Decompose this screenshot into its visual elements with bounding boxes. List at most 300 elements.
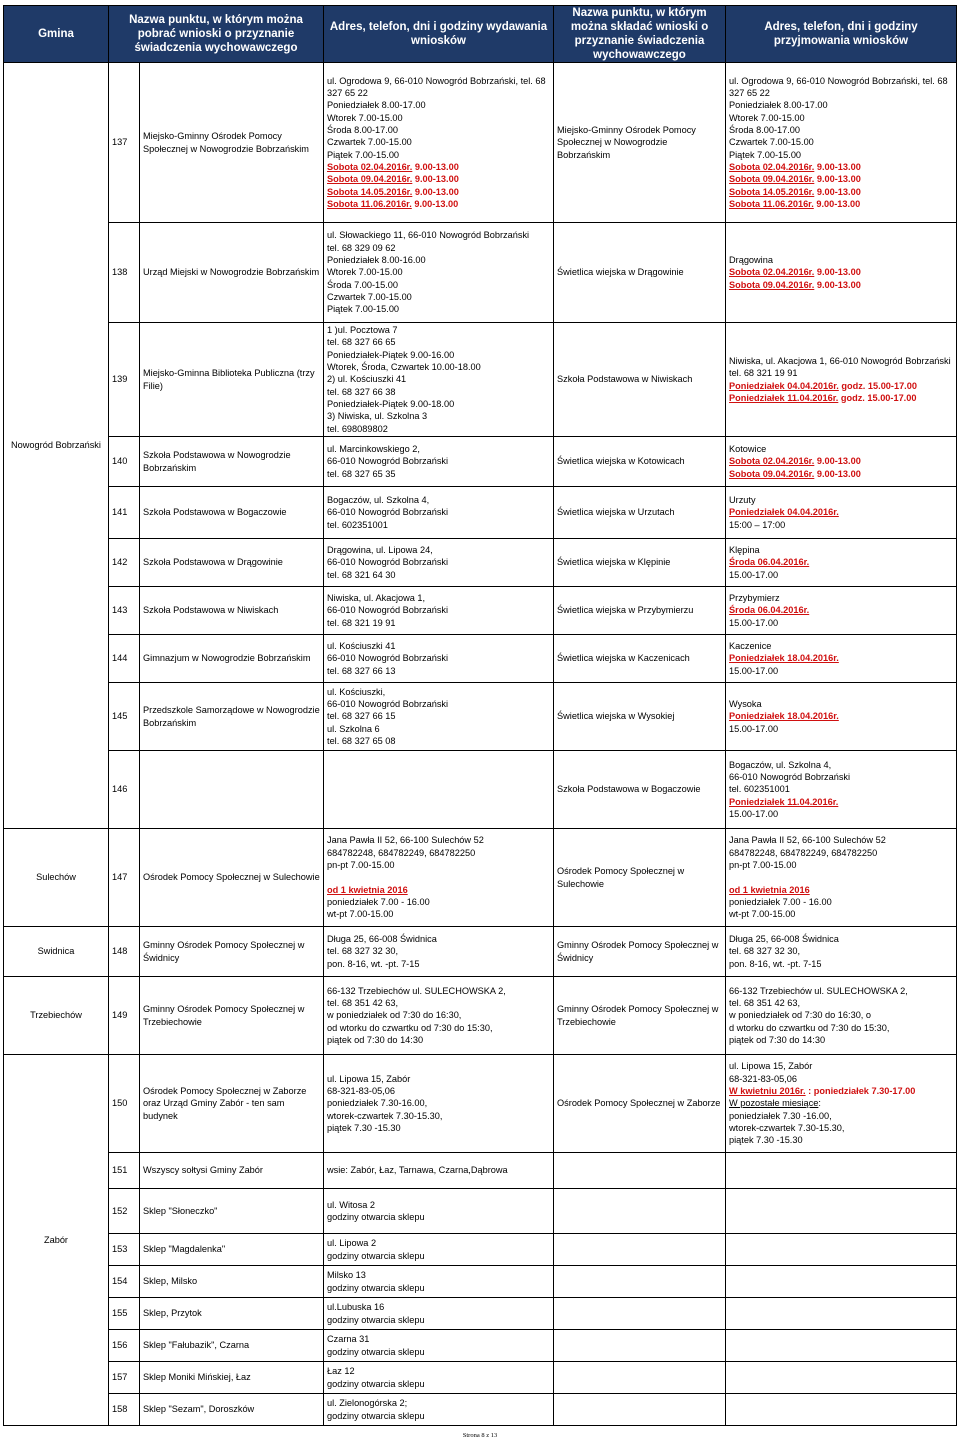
text-segment: ul. Kościuszki 41 xyxy=(327,641,396,652)
text-segment: poniedziałek 7.30 -16.00, xyxy=(729,1110,832,1121)
table-row xyxy=(4,223,957,323)
text-line xyxy=(327,124,550,136)
text-line xyxy=(729,380,953,392)
text-segment: Wtorek 7.00-15.00 xyxy=(729,112,805,123)
text-segment: Urzuty xyxy=(729,495,756,506)
submit-place: Świetlica wiejska w Urzutach xyxy=(554,487,726,539)
text-segment: poniedziałek 7.00 - 16.00 xyxy=(729,896,832,907)
table-row xyxy=(4,587,957,635)
text-segment: 66-010 Nowogród Bobrzański xyxy=(327,456,449,467)
text-segment: Środa 06.04.2016r. xyxy=(729,557,810,568)
text-segment: Sobota 02.04.2016r. xyxy=(327,161,413,172)
text-line xyxy=(327,291,550,303)
pickup-place: Szkoła Podstawowa w Bogaczowie xyxy=(140,487,324,539)
text-line xyxy=(729,796,953,808)
pickup-address xyxy=(324,1234,554,1266)
pickup-address xyxy=(324,927,554,977)
text-line xyxy=(729,908,953,920)
text-segment: 15.00-17.00 xyxy=(729,665,779,676)
text-line xyxy=(327,1164,550,1176)
text-line xyxy=(327,896,550,908)
text-segment: godz. 15.00-17.00 xyxy=(838,392,917,403)
pickup-address xyxy=(324,1153,554,1189)
text-segment: 684782248, 684782249, 684782250 xyxy=(327,847,476,858)
text-line xyxy=(327,1282,550,1294)
text-line xyxy=(327,592,550,604)
text-line xyxy=(327,908,550,920)
text-line xyxy=(327,859,550,871)
table-row xyxy=(4,539,957,587)
text-line xyxy=(327,1110,550,1122)
text-segment: piątek 7.30 -15.30 xyxy=(327,1122,401,1133)
pickup-place: Sklep Moniki Mińskiej, Łaz xyxy=(140,1362,324,1394)
submit-place: Miejsko-Gminny Ośrodek Pomocy Społecznej w Nowogrodzie Bobrzańskim xyxy=(554,63,726,223)
text-segment: 15.00-17.00 xyxy=(729,808,779,819)
text-segment: Środa 8.00-17.00 xyxy=(729,125,801,136)
text-segment: 68-321-83-05,06 xyxy=(729,1073,797,1084)
text-line xyxy=(729,1122,953,1134)
row-number: 149 xyxy=(109,977,140,1055)
pickup-address xyxy=(324,635,554,683)
text-segment: 9.00-13.00 xyxy=(814,456,861,467)
row-number: 147 xyxy=(109,829,140,927)
text-segment: 327 65 22 xyxy=(729,88,770,99)
text-line xyxy=(729,506,953,518)
text-segment: Sobota 11.06.2016r. xyxy=(729,198,814,209)
text-segment: tel. 68 321 19 91 xyxy=(729,368,798,379)
text-segment: ul. Lipowa 15, Zabór xyxy=(729,1061,813,1072)
submit-address xyxy=(726,977,957,1055)
text-line xyxy=(327,468,550,480)
text-line xyxy=(327,1314,550,1326)
text-segment: Piątek 7.00-15.00 xyxy=(729,149,802,160)
pickup-address xyxy=(324,223,554,323)
text-line xyxy=(729,443,953,455)
text-line xyxy=(327,617,550,629)
pickup-place: Ośrodek Pomocy Społecznej w Sulechowie xyxy=(140,829,324,927)
text-segment: W kwietniu 2016r. xyxy=(729,1086,806,1097)
text-segment: W pozostałe miesiące xyxy=(729,1098,819,1109)
row-number: 140 xyxy=(109,437,140,487)
text-line xyxy=(729,124,953,136)
text-line xyxy=(327,149,550,161)
text-line xyxy=(327,349,550,361)
text-segment: Niwiska, ul. Akacjowa 1, 66-010 Nowogród Bobrzański xyxy=(729,355,951,366)
text-segment: godz. 15.00-17.00 xyxy=(838,380,917,391)
text-segment: Przybymierz xyxy=(729,593,780,604)
text-line xyxy=(729,847,953,859)
pickup-place: Wszyscy sołtysi Gminy Zabór xyxy=(140,1153,324,1189)
header-place-submit: Nazwa punktu, w którym można składać wnioski o przyznanie świadczenia wychowawczego xyxy=(554,6,726,63)
text-segment: Długa 25, 66-008 Świdnica xyxy=(327,934,437,945)
text-segment: Bogaczów, ul. Szkolna 4, xyxy=(729,759,832,770)
header-gmina: Gmina xyxy=(4,6,109,63)
text-line xyxy=(327,1269,550,1281)
text-line xyxy=(327,847,550,859)
text-line xyxy=(327,75,550,87)
text-segment: poniedziałek 7.30-16.00, xyxy=(327,1098,428,1109)
table-row xyxy=(4,635,957,683)
page-footer: Strona 8 z 13 xyxy=(462,1432,498,1439)
pickup-place: Szkoła Podstawowa w Nowogrodzie Bobrzańskim xyxy=(140,437,324,487)
pickup-place: Szkoła Podstawowa w Drągowinie xyxy=(140,539,324,587)
text-line xyxy=(729,1097,953,1109)
gmina-cell: Sulechów xyxy=(4,829,109,927)
text-line xyxy=(327,1237,550,1249)
text-line xyxy=(327,173,550,185)
submit-place: Świetlica wiejska w Przybymierzu xyxy=(554,587,726,635)
submit-place xyxy=(554,1330,726,1362)
pickup-address xyxy=(324,1330,554,1362)
text-line xyxy=(729,723,953,735)
text-line xyxy=(729,392,953,404)
text-segment: tel. 68 327 66 13 xyxy=(327,665,396,676)
text-segment: tel. 68 327 65 35 xyxy=(327,468,396,479)
text-segment: : poniedziałek 7.30-17.00 xyxy=(805,1086,916,1097)
row-number: 146 xyxy=(109,751,140,829)
text-line xyxy=(327,958,550,970)
text-line xyxy=(327,279,550,291)
text-segment: wsie: Zabór, Łaz, Tarnawa, Czarna,Dąbrowa xyxy=(327,1165,508,1176)
text-segment: Środa 7.00-15.00 xyxy=(327,279,399,290)
text-segment: godziny otwarcia sklepu xyxy=(327,1282,425,1293)
submit-address xyxy=(726,635,957,683)
text-line xyxy=(327,652,550,664)
header-row xyxy=(4,6,957,63)
text-segment: ul. Kościuszki, xyxy=(327,686,386,697)
submit-address xyxy=(726,1189,957,1234)
submit-place: Szkoła Podstawowa w Bogaczowie xyxy=(554,751,726,829)
text-segment: Łaz 12 xyxy=(327,1366,355,1377)
text-line xyxy=(327,254,550,266)
row-number: 141 xyxy=(109,487,140,539)
text-segment: 66-010 Nowogród Bobrzański xyxy=(327,557,449,568)
text-segment: Drągowina, ul. Lipowa 24, xyxy=(327,545,433,556)
pickup-address xyxy=(324,539,554,587)
text-line xyxy=(729,1060,953,1072)
text-line xyxy=(729,279,953,291)
pickup-place: Szkoła Podstawowa w Niwiskach xyxy=(140,587,324,635)
submit-place xyxy=(554,1298,726,1330)
text-line xyxy=(327,1085,550,1097)
text-line xyxy=(729,87,953,99)
text-line xyxy=(729,640,953,652)
text-line xyxy=(327,336,550,348)
pickup-place: Ośrodek Pomocy Społecznej w Zaborze oraz Urząd Gminy Zabór - ten sam budynek xyxy=(140,1055,324,1153)
text-segment: Piątek 7.00-15.00 xyxy=(327,149,400,160)
text-segment: od 1 kwietnia 2016 xyxy=(327,884,408,895)
submit-address xyxy=(726,1330,957,1362)
text-segment: 66-010 Nowogród Bobrzański xyxy=(327,605,449,616)
text-segment: godziny otwarcia sklepu xyxy=(327,1212,425,1222)
table-row xyxy=(4,683,957,751)
text-segment: ul. Lipowa 2 xyxy=(327,1238,377,1249)
text-segment: 9.00-13.00 xyxy=(412,161,459,172)
text-segment: piątek od 7:30 do 14:30 xyxy=(729,1034,826,1045)
text-line xyxy=(327,1122,550,1134)
pickup-address xyxy=(324,63,554,223)
text-line xyxy=(327,87,550,99)
submit-place xyxy=(554,1153,726,1189)
text-segment: Poniedziałek 04.04.2016r. xyxy=(729,380,839,391)
text-segment: Czwartek 7.00-15.00 xyxy=(729,137,814,148)
text-segment: 15.00-17.00 xyxy=(729,569,779,580)
table-row xyxy=(4,1330,957,1362)
submit-place: Ośrodek Pomocy Społecznej w Sulechowie xyxy=(554,829,726,927)
table-row xyxy=(4,1234,957,1266)
text-line xyxy=(729,1034,953,1046)
submit-place: Ośrodek Pomocy Społecznej w Zaborze xyxy=(554,1055,726,1153)
text-line xyxy=(327,1034,550,1046)
submit-address xyxy=(726,223,957,323)
text-segment: Poniedziałek 18.04.2016r. xyxy=(729,653,839,664)
text-segment: Wtorek, Środa, Czwartek 10.00-18.00 xyxy=(327,362,481,373)
text-line xyxy=(729,604,953,616)
text-line xyxy=(327,735,550,747)
text-line xyxy=(729,808,953,820)
text-line xyxy=(327,1397,550,1409)
text-segment: godziny otwarcia sklepu xyxy=(327,1410,425,1421)
pickup-place: Sklep, Milsko xyxy=(140,1266,324,1298)
text-segment: 9.00-13.00 xyxy=(411,198,459,209)
text-line xyxy=(327,985,550,997)
text-segment: w poniedziałek od 7:30 do 16:30, xyxy=(327,1010,462,1021)
text-segment: 9.00-13.00 xyxy=(412,174,459,185)
submit-address xyxy=(726,751,957,829)
header-addr-pick: Adres, telefon, dni i godziny wydawania wniosków xyxy=(324,6,554,63)
text-line xyxy=(327,455,550,467)
text-line xyxy=(729,1085,953,1097)
text-segment: ul. Słowackiego 11, 66-010 Nowogród Bobrzański xyxy=(327,230,530,241)
text-segment: pon. 8-16, wt. -pt. 7-15 xyxy=(327,958,420,969)
submit-address xyxy=(726,539,957,587)
text-segment: wt-pt 7.00-15.00 xyxy=(327,909,394,920)
text-line xyxy=(729,933,953,945)
submit-place: Świetlica wiejska w Kaczenicach xyxy=(554,635,726,683)
text-line xyxy=(327,112,550,124)
row-number: 148 xyxy=(109,927,140,977)
text-line xyxy=(729,455,953,467)
text-segment: godziny otwarcia sklepu xyxy=(327,1378,425,1389)
submit-place: Świetlica wiejska w Kotowicach xyxy=(554,437,726,487)
text-line xyxy=(327,494,550,506)
text-line xyxy=(327,686,550,698)
table-row xyxy=(4,437,957,487)
submit-place: Szkoła Podstawowa w Niwiskach xyxy=(554,323,726,437)
text-segment: 15:00 – 17:00 xyxy=(729,519,786,530)
text-line xyxy=(327,398,550,410)
text-segment: tel. 68 351 42 63, xyxy=(729,998,801,1009)
text-line xyxy=(327,229,550,241)
text-segment: tel. 68 321 64 30 xyxy=(327,569,396,580)
row-number: 158 xyxy=(109,1394,140,1426)
text-line xyxy=(327,1211,550,1223)
text-segment: 15.00-17.00 xyxy=(729,723,779,734)
text-line xyxy=(327,1365,550,1377)
text-segment: Sobota 09.04.2016r. xyxy=(729,279,815,290)
text-segment: 66-132 Trzebiechów ul. SULECHOWSKA 2, xyxy=(327,985,506,996)
text-line xyxy=(327,506,550,518)
pickup-place: Sklep "Fałubazik", Czarna xyxy=(140,1330,324,1362)
pickup-place: Miejsko-Gminny Ośrodek Pomocy Społecznej w Nowogrodzie Bobrzańskim xyxy=(140,63,324,223)
text-segment: pon. 8-16, wt. -pt. 7-15 xyxy=(729,958,822,969)
text-line xyxy=(327,884,550,896)
text-line xyxy=(327,723,550,735)
submit-place xyxy=(554,1234,726,1266)
text-segment: godziny otwarcia sklepu xyxy=(327,1250,425,1261)
text-segment: Klępina xyxy=(729,545,760,556)
text-line xyxy=(327,1199,550,1211)
text-segment: Sobota 09.04.2016r. xyxy=(729,468,815,479)
text-segment: poniedziałek 7.00 - 16.00 xyxy=(327,896,430,907)
submit-place xyxy=(554,1266,726,1298)
pickup-address xyxy=(324,977,554,1055)
table-row xyxy=(4,487,957,539)
submit-address xyxy=(726,587,957,635)
table-row xyxy=(4,1189,957,1234)
text-segment: 66-132 Trzebiechów ul. SULECHOWSKA 2, xyxy=(729,985,908,996)
text-line xyxy=(327,99,550,111)
row-number: 151 xyxy=(109,1153,140,1189)
row-number: 156 xyxy=(109,1330,140,1362)
text-segment: Czwartek 7.00-15.00 xyxy=(327,291,412,302)
table-row xyxy=(4,1055,957,1153)
text-line xyxy=(327,136,550,148)
pickup-address xyxy=(324,1055,554,1153)
text-segment: piątek 7.30 -15.30 xyxy=(729,1135,803,1146)
table-row xyxy=(4,1362,957,1394)
text-line xyxy=(729,652,953,664)
submit-address xyxy=(726,487,957,539)
text-line xyxy=(327,640,550,652)
text-segment: tel. 68 321 19 91 xyxy=(327,617,396,628)
text-line xyxy=(327,834,550,846)
text-segment: od wtorku do czwartku od 7:30 do 15:30, xyxy=(327,1022,493,1033)
pickup-address xyxy=(324,1362,554,1394)
text-segment: Poniedziałek-Piątek 9.00-16.00 xyxy=(327,349,455,360)
text-line xyxy=(327,1410,550,1422)
text-line xyxy=(729,834,953,846)
text-segment: Wtorek 7.00-15.00 xyxy=(327,112,403,123)
pickup-place: Sklep, Przytok xyxy=(140,1298,324,1330)
text-line xyxy=(729,1073,953,1085)
pickup-place: Gminny Ośrodek Pomocy Społecznej w Trzebiechowie xyxy=(140,977,324,1055)
pickup-address xyxy=(324,1266,554,1298)
table-row xyxy=(4,1266,957,1298)
text-segment: ul. Marcinkowskiego 2, xyxy=(327,444,420,455)
text-segment: Bogaczów, ul. Szkolna 4, xyxy=(327,495,430,506)
text-segment: godziny otwarcia sklepu xyxy=(327,1314,425,1325)
text-line xyxy=(327,665,550,677)
text-line xyxy=(729,112,953,124)
text-line xyxy=(327,569,550,581)
pickup-place xyxy=(140,751,324,829)
submit-address xyxy=(726,1266,957,1298)
text-line xyxy=(729,759,953,771)
text-segment: 9.00-13.00 xyxy=(814,174,861,185)
text-line xyxy=(729,958,953,970)
submit-address xyxy=(726,683,957,751)
text-line xyxy=(327,997,550,1009)
pickup-place: Miejsko-Gminna Biblioteka Publiczna (trzy Filie) xyxy=(140,323,324,437)
table-row xyxy=(4,1153,957,1189)
text-line xyxy=(729,1134,953,1146)
text-segment: Sobota 14.05.2016r. xyxy=(729,186,815,197)
submit-address xyxy=(726,1055,957,1153)
text-segment: Drągowina xyxy=(729,255,773,266)
text-line xyxy=(729,896,953,908)
submit-place: Świetlica wiejska w Wysokiej xyxy=(554,683,726,751)
text-segment: Niwiska, ul. Akacjowa 1, xyxy=(327,593,426,604)
text-line xyxy=(729,186,953,198)
text-line xyxy=(327,698,550,710)
text-line xyxy=(327,1346,550,1358)
text-segment: ul. Ogrodowa 9, 66-010 Nowogród Bobrzański, tel. 68 xyxy=(729,75,948,86)
text-line xyxy=(729,494,953,506)
text-segment: Poniedziałek 11.04.2016r. xyxy=(729,392,839,403)
text-line xyxy=(729,198,953,210)
text-segment: Kotowice xyxy=(729,444,767,455)
text-segment: Piątek 7.00-15.00 xyxy=(327,304,400,315)
text-segment: godziny otwarcia sklepu xyxy=(327,1346,425,1357)
row-number: 154 xyxy=(109,1266,140,1298)
submit-address xyxy=(726,1298,957,1330)
text-segment: 327 65 22 xyxy=(327,88,368,99)
submit-place: Świetlica wiejska w Klępinie xyxy=(554,539,726,587)
table-row xyxy=(4,63,957,223)
text-line xyxy=(729,985,953,997)
text-segment: tel. 68 351 42 63, xyxy=(327,998,399,1009)
table-row xyxy=(4,1394,957,1426)
row-number: 150 xyxy=(109,1055,140,1153)
text-segment: Poniedziałek 18.04.2016r. xyxy=(729,711,839,722)
text-line xyxy=(729,254,953,266)
text-line xyxy=(327,871,550,883)
text-segment: 2) ul. Kościuszki 41 xyxy=(327,374,407,385)
text-line xyxy=(729,519,953,531)
table-row xyxy=(4,927,957,977)
pickup-place: Przedszkole Samorządowe w Nowogrodzie Bobrzańskim xyxy=(140,683,324,751)
text-segment: piątek od 7:30 do 14:30 xyxy=(327,1034,424,1045)
submit-place xyxy=(554,1394,726,1426)
text-segment: 66-010 Nowogród Bobrzański xyxy=(327,507,449,518)
text-segment: tel. 68 327 66 15 xyxy=(327,711,396,722)
text-line xyxy=(327,266,550,278)
gmina-cell: Nowogród Bobrzański xyxy=(4,63,109,829)
text-line xyxy=(729,871,953,883)
text-line xyxy=(729,99,953,111)
text-line xyxy=(327,1378,550,1390)
pickup-place: Gimnazjum w Nowogrodzie Bobrzańskim xyxy=(140,635,324,683)
table-row xyxy=(4,323,957,437)
text-segment: Sobota 11.06.2016r. xyxy=(327,198,412,209)
text-line xyxy=(327,361,550,373)
text-line xyxy=(729,173,953,185)
text-segment: 3) Niwiska, ul. Szkolna 3 xyxy=(327,411,428,422)
text-segment: tel. 68 327 32 30, xyxy=(327,946,399,957)
text-segment: 9.00-13.00 xyxy=(814,267,861,278)
table-row xyxy=(4,1298,957,1330)
text-line xyxy=(327,945,550,957)
text-line xyxy=(327,161,550,173)
text-segment: ul. Zielonogórska 2; xyxy=(327,1398,408,1409)
text-segment: Sobota 14.05.2016r. xyxy=(327,186,413,197)
text-segment: 9.00-13.00 xyxy=(814,186,861,197)
text-segment: : xyxy=(818,1098,821,1109)
text-line xyxy=(729,698,953,710)
text-line xyxy=(729,592,953,604)
text-segment: 9.00-13.00 xyxy=(814,161,861,172)
